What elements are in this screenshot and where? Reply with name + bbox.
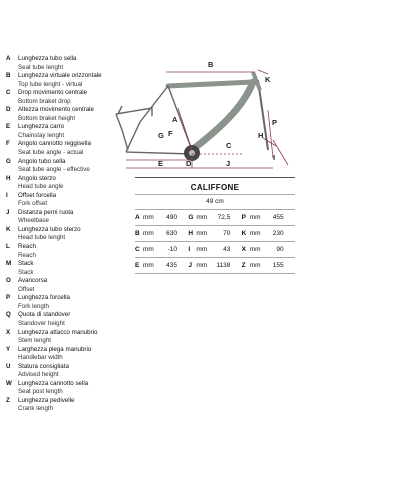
- table-top-rule: [135, 177, 295, 178]
- legend-english: Seat tube angle - actual: [18, 149, 84, 157]
- legend-letter: L: [6, 243, 10, 251]
- legend-italian: Altezza movimento centrale: [18, 106, 95, 114]
- legend-entry: [6, 175, 131, 192]
- legend-entry: [6, 277, 131, 294]
- legend-letter: K: [6, 225, 11, 233]
- legend-letter: Z: [6, 396, 10, 404]
- legend-english: Handlebar width: [18, 354, 63, 362]
- label-P: P: [272, 118, 278, 127]
- legend-english: Stem lenght: [18, 337, 52, 345]
- cell-value: 490: [166, 214, 177, 221]
- down-tube: [192, 82, 253, 150]
- dim-K: [258, 70, 268, 74]
- legend-english: Top tube lenght - virtual: [18, 80, 83, 88]
- size-label: 49 cm: [135, 194, 295, 210]
- legend-italian: Offset forcella: [18, 191, 57, 199]
- legend-english: Standover height: [18, 319, 65, 327]
- label-F: F: [168, 129, 173, 138]
- legend-italian: Lunghezza virtuale orizzontale: [18, 72, 102, 80]
- label-J: J: [226, 159, 231, 168]
- legend-letter: I: [6, 191, 8, 199]
- cell-unit: mm: [143, 230, 154, 237]
- cell-unit: mm: [196, 230, 208, 237]
- legend-letter: X: [6, 328, 11, 336]
- legend-entry: [6, 397, 131, 414]
- cell-unit: mm: [143, 262, 154, 269]
- legend-italian: Lunghezza attacco manubrio: [18, 328, 98, 336]
- legend-letter: F: [6, 140, 10, 148]
- bike-geometry-diagram: [108, 50, 298, 175]
- table-cell: [242, 214, 295, 221]
- legend-entry: [6, 209, 131, 226]
- legend-letter: G: [6, 157, 11, 165]
- table-row: [135, 242, 295, 258]
- legend-entry: [6, 380, 131, 397]
- cell-value: 72,5: [217, 214, 231, 221]
- table-row: [135, 258, 295, 274]
- legend-entry: [6, 294, 131, 311]
- legend-english: Seat tube angle - effective: [18, 166, 90, 174]
- legend-letter: A: [6, 55, 11, 62]
- legend-italian: Larghezza piega manubrio: [18, 345, 92, 353]
- legend-english: Head tube lenght: [18, 234, 66, 242]
- legend-entry: [6, 346, 131, 363]
- cell-letter: I: [188, 246, 191, 253]
- legend-italian: Lunghezza tubo sella: [18, 55, 77, 62]
- legend-entry: [6, 192, 131, 209]
- legend-italian: Distanza perni ruota: [18, 208, 74, 216]
- legend-italian: Angolo cannotto reggisella: [18, 140, 91, 148]
- legend-italian: Stack: [18, 260, 34, 268]
- wheel-axle-line: [273, 140, 288, 165]
- legend-letter: E: [6, 123, 11, 131]
- legend-letter: D: [6, 106, 11, 114]
- legend-english: Offset: [18, 285, 35, 293]
- legend-english: Head tube angle: [18, 183, 64, 191]
- model-name: CALIFFONE: [190, 183, 240, 192]
- legend-english: Crank length: [18, 405, 54, 413]
- table-cell: [242, 262, 295, 269]
- chain-stay: [126, 152, 192, 154]
- legend-letter: P: [6, 294, 11, 302]
- legend-italian: Lunghezza tubo sterzo: [18, 225, 81, 233]
- legend-english: Wheelbase: [18, 217, 49, 225]
- label-G: G: [158, 131, 164, 140]
- cell-letter: X: [241, 246, 246, 253]
- cell-letter: C: [135, 246, 140, 253]
- table-cell: [188, 246, 241, 253]
- legend-english: Advised height: [18, 371, 59, 379]
- label-H: H: [258, 131, 264, 140]
- legend-letter: M: [6, 260, 12, 268]
- cell-unit: mm: [196, 262, 208, 269]
- table-cell: [188, 230, 241, 237]
- cell-value: 630: [166, 230, 177, 237]
- table-cell: [135, 230, 188, 237]
- dim-A: [178, 108, 192, 150]
- cell-letter: G: [188, 214, 194, 221]
- seat-stay: [126, 86, 168, 152]
- cell-letter: K: [241, 230, 247, 237]
- legend-letter: W: [6, 379, 12, 387]
- legend-entry: [6, 329, 131, 346]
- table-row: [135, 226, 295, 242]
- legend-english: Chainstay lenght: [18, 131, 65, 139]
- legend-letter: B: [6, 72, 11, 80]
- table-cell: [188, 262, 241, 269]
- cell-unit: mm: [196, 246, 208, 253]
- cell-value: 455: [272, 214, 284, 221]
- legend-english: Bottom braket height: [18, 114, 76, 122]
- label-I: I: [273, 153, 276, 162]
- cell-value: 43: [223, 246, 231, 253]
- cell-value: 435: [166, 262, 177, 269]
- cell-value: -10: [167, 246, 177, 253]
- legend-italian: Quota di standover: [18, 311, 71, 319]
- cell-letter: A: [135, 214, 140, 221]
- geometry-table: [135, 194, 295, 274]
- table-row: [135, 210, 295, 226]
- label-D: D: [186, 159, 192, 168]
- legend-entry: [6, 243, 131, 260]
- cell-letter: J: [188, 262, 192, 269]
- legend-entry: [6, 311, 131, 328]
- legend-letter: Y: [6, 345, 11, 353]
- cell-unit: mm: [249, 246, 261, 253]
- cell-unit: mm: [249, 262, 261, 269]
- legend-letter: J: [6, 208, 10, 216]
- legend-italian: Lunghezza cannotto sella: [18, 379, 89, 387]
- legend-italian: Drop movimento centrale: [18, 89, 88, 97]
- legend-italian: Avancorsa: [18, 277, 48, 285]
- legend-letter: H: [6, 174, 11, 182]
- legend-italian: Lunghezza pedivelle: [18, 396, 75, 404]
- cell-unit: mm: [249, 230, 261, 237]
- legend-english: Seat tube lenght: [18, 63, 64, 71]
- cell-unit: mm: [196, 214, 208, 221]
- legend-english: Fork offset: [18, 200, 48, 208]
- legend-english: Stack: [18, 268, 34, 276]
- legend-english: Fork length: [18, 302, 49, 310]
- table-cell: [242, 246, 295, 253]
- cell-letter: E: [135, 262, 140, 269]
- table-cell: [135, 214, 188, 221]
- legend-english: Seat post length: [18, 388, 63, 396]
- cell-value: 155: [272, 262, 284, 269]
- label-K: K: [265, 75, 271, 84]
- dimension-labels: [158, 60, 277, 168]
- cell-value: 90: [276, 246, 284, 253]
- legend-english: Bottom braket drop: [18, 97, 71, 105]
- cell-value: 1138: [216, 262, 231, 269]
- label-C: C: [226, 141, 232, 150]
- cell-letter: H: [188, 230, 194, 237]
- top-tube: [168, 82, 253, 86]
- legend-italian: Angolo sterzo: [18, 174, 56, 182]
- table-cell: [135, 246, 188, 253]
- cell-unit: mm: [143, 246, 154, 253]
- legend-italian: Lunghezza forcella: [18, 294, 70, 302]
- legend-entry: [6, 260, 131, 277]
- legend-italian: Angolo tubo sella: [18, 157, 66, 165]
- table-rows: [135, 210, 295, 274]
- cell-unit: mm: [143, 214, 154, 221]
- legend-letter: U: [6, 362, 11, 370]
- cell-unit: mm: [249, 214, 261, 221]
- legend-english: Reach: [18, 251, 36, 259]
- legend-letter: Q: [6, 311, 11, 319]
- cell-letter: Z: [241, 262, 246, 269]
- legend-italian: Lunghezza carro: [18, 123, 65, 131]
- legend-letter: O: [6, 277, 11, 285]
- legend-italian: Reach: [18, 243, 36, 251]
- cell-value: 230: [272, 230, 284, 237]
- legend-italian: Statura consigliata: [18, 362, 69, 370]
- legend-entry: [6, 226, 131, 243]
- cell-value: 70: [223, 230, 231, 237]
- label-B: B: [208, 60, 214, 69]
- cell-letter: P: [241, 214, 246, 221]
- label-E: E: [158, 159, 164, 168]
- table-cell: [135, 262, 188, 269]
- label-A: A: [172, 115, 178, 124]
- table-cell: [242, 230, 295, 237]
- cell-letter: B: [135, 230, 140, 237]
- table-cell: [188, 214, 241, 221]
- legend-entry: [6, 363, 131, 380]
- legend-letter: C: [6, 89, 11, 97]
